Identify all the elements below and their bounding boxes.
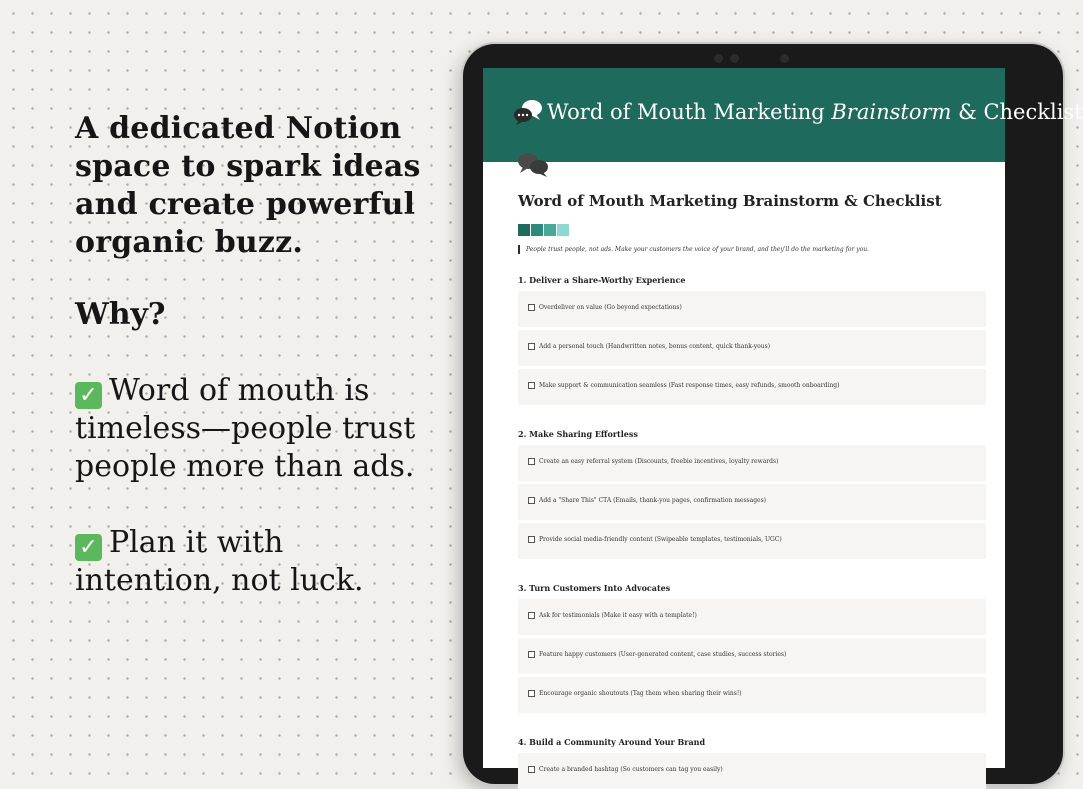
- checklist-item-text: Overdeliver on value (Go beyond expectations): [539, 304, 682, 311]
- promo-headline: A dedicated Notion space to spark ideas and create powerful organic buzz.: [75, 111, 421, 260]
- camera-bar: [708, 52, 798, 64]
- checklist-item-text: Add a personal touch (Handwritten notes, bonus content, quick thank-yous): [539, 343, 771, 350]
- section-heading[interactable]: 1. Deliver a Share-Worthy Experience: [518, 275, 686, 285]
- camera-icon: [730, 54, 739, 63]
- checkbox[interactable]: [528, 458, 535, 465]
- color-swatch: [531, 224, 543, 236]
- checklist-item[interactable]: [518, 484, 986, 520]
- checkbox[interactable]: [528, 612, 535, 619]
- color-swatches: [518, 224, 985, 236]
- checklist-item-text: Ask for testimonials (Make it easy with a template!): [539, 612, 697, 619]
- checklist-item[interactable]: [518, 523, 986, 559]
- tablet-frame: [463, 44, 1083, 784]
- section-heading[interactable]: 4. Build a Community Around Your Brand: [518, 737, 706, 747]
- promo-copy: [75, 110, 435, 600]
- speech-bubbles-page-icon[interactable]: [517, 152, 549, 178]
- checklist-item[interactable]: [518, 599, 986, 635]
- checklist-item-text: Make support & communication seamless (Fast response times, easy refunds, smooth onboarding): [539, 382, 840, 389]
- checklist-section: [518, 429, 985, 559]
- cover-title-text: & Checklist: [951, 100, 1083, 124]
- checklist-item-text: Add a "Share This" CTA (Emails, thank-you pages, confirmation messages): [539, 497, 767, 504]
- checklist-section: [518, 737, 985, 789]
- checklist-item-text: Feature happy customers (User-generated content, case studies, success stories): [539, 651, 787, 658]
- checklist-item-text: Create a branded hashtag (So customers can tag you easily): [539, 766, 723, 773]
- promo-point-text: Plan it with intention, not luck.: [75, 525, 364, 598]
- checkbox[interactable]: [528, 304, 535, 311]
- checklist-item-text: Provide social media-friendly content (Swipeable templates, testimonials, UGC): [539, 536, 782, 543]
- checkbox[interactable]: [528, 497, 535, 504]
- promo-point-text: Word of mouth is timeless—people trust people more than ads.: [75, 373, 416, 484]
- camera-icon: [714, 54, 723, 63]
- page-body: [483, 162, 1005, 789]
- page-cover[interactable]: [483, 68, 1083, 162]
- checklist-section: [518, 583, 985, 713]
- checklist-item[interactable]: [518, 638, 986, 674]
- section-heading[interactable]: 2. Make Sharing Effortless: [518, 429, 638, 439]
- checklist-item[interactable]: [518, 291, 986, 327]
- checkbox[interactable]: [528, 766, 535, 773]
- checkbox[interactable]: [528, 382, 535, 389]
- cover-title-italic: Brainstorm: [831, 100, 952, 124]
- checklist-section: [518, 275, 985, 405]
- color-swatch: [518, 224, 530, 236]
- color-swatch: [544, 224, 556, 236]
- checklist-item-text: Create an easy referral system (Discounts, freebie incentives, loyalty rewards): [539, 458, 779, 465]
- checklist-item-text: Encourage organic shoutouts (Tag them when sharing their wins!): [539, 690, 742, 697]
- checklist-item[interactable]: [518, 677, 986, 713]
- checklist-item[interactable]: [518, 753, 986, 789]
- checkbox[interactable]: [528, 690, 535, 697]
- color-swatch: [557, 224, 569, 236]
- checklist-sections: [518, 275, 985, 789]
- checkbox[interactable]: [528, 651, 535, 658]
- notion-page[interactable]: [483, 68, 1083, 773]
- page-title[interactable]: Word of Mouth Marketing Brainstorm & Checklist: [518, 192, 942, 210]
- checklist-item[interactable]: [518, 330, 986, 366]
- checklist-item[interactable]: [518, 369, 986, 405]
- promo-why-heading: Why?: [75, 297, 166, 332]
- camera-icon: [780, 54, 789, 63]
- checkbox[interactable]: [528, 536, 535, 543]
- cover-title: [547, 100, 1083, 124]
- checkmark-box-icon: ✓: [75, 382, 102, 409]
- checkmark-box-icon: ✓: [75, 534, 102, 561]
- checkbox[interactable]: [528, 343, 535, 350]
- cover-title-text: Word of Mouth Marketing: [547, 100, 832, 124]
- promo-point-2: [75, 524, 435, 600]
- speech-bubbles-icon: [513, 98, 543, 126]
- checklist-item[interactable]: [518, 445, 986, 481]
- page-quote[interactable]: People trust people, not ads. Make your customers the voice of your brand, and they'll do the marketing for you.: [518, 245, 985, 254]
- section-heading[interactable]: 3. Turn Customers Into Advocates: [518, 583, 671, 593]
- promo-point-1: [75, 372, 435, 486]
